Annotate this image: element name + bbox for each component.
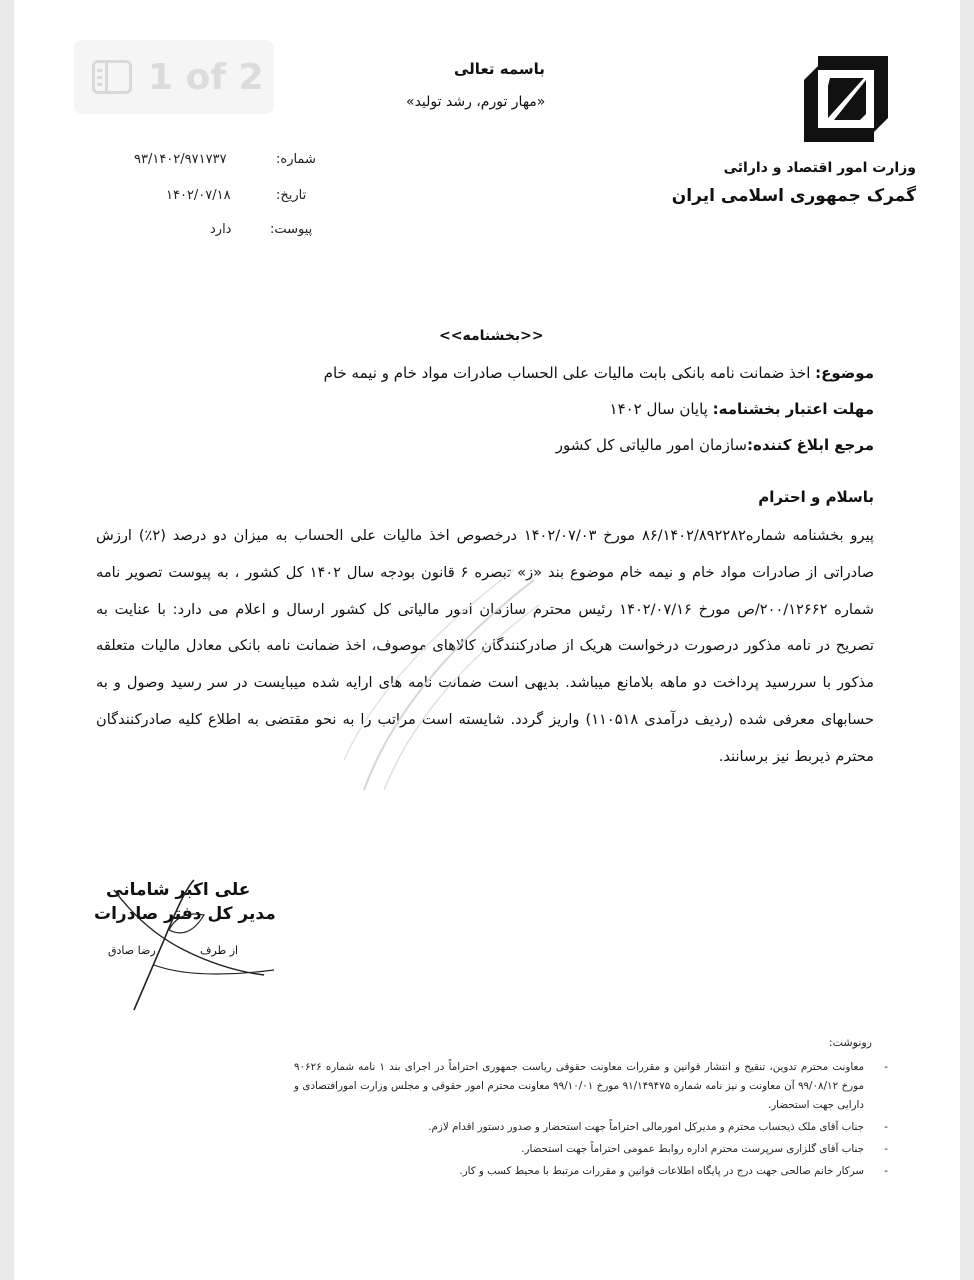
cc-bullet: - [884,1061,888,1073]
greeting: باسلام و احترام [758,488,874,506]
cc-item [294,1118,888,1137]
date-value: ۱۴۰۲/۰۷/۱۸ [166,188,231,203]
signer-name: رضا صادق [108,944,156,957]
cc-item-text: جناب آقای گلزاری سرپرست محترم اداره روابط عمومی احتراماً جهت استحضار. [521,1143,864,1155]
attachment-label: پیوست: [270,222,313,237]
attachment-value: دارد [210,222,232,237]
validity-line [610,400,874,418]
validity-value: پایان سال ۱۴۰۲ [609,400,713,418]
date-label: تاریخ: [276,188,307,203]
ministry-name: وزارت امور اقتصاد و دارائی [723,160,916,176]
subject-line [324,364,874,382]
letter-page [14,0,960,1280]
authority-value: سازمان امور مالیاتی کل کشور [555,436,747,454]
cc-bullet: - [884,1143,888,1155]
number-value: ۹۳/۱۴۰۲/۹۷۱۷۳۷ [134,152,227,167]
year-slogan: «مهار تورم، رشد تولید» [406,94,546,110]
authority-line [556,436,874,454]
handwritten-signature [74,870,284,1020]
cc-item-text: جناب آقای ملک ذیحساب محترم و مدیرکل امورمالی احتراماً جهت استحضار و صدور دستور اقدام لازم. [428,1121,864,1133]
cc-item [294,1162,888,1181]
bismillah: باسمه تعالی [454,60,545,78]
customs-logo-icon [804,56,888,142]
on-behalf-label: از طرف [200,944,239,957]
subject-value: اخذ ضمانت نامه بانکی بابت مالیات علی الحساب صادرات مواد خام و نیمه خام [323,364,816,382]
number-label: شماره: [276,152,316,167]
sidebar-toggle-icon[interactable] [92,60,132,94]
cc-list [294,1058,888,1184]
faint-stamp-watermark [344,560,544,800]
page-indicator[interactable] [74,40,274,114]
page-indicator-text: 1 of 2 [148,56,264,98]
authority-label: مرجع ابلاغ کننده: [746,436,874,454]
subject-label: موضوع: [815,364,874,382]
cc-bullet: - [884,1121,888,1133]
cc-heading: رونوشت: [828,1036,872,1049]
validity-label: مهلت اعتبار بخشنامه: [712,400,874,418]
cc-item [294,1058,888,1115]
letter-body: پیرو بخشنامه شماره۸۶/۱۴۰۲/۸۹۲۲۸۲ مورخ ۱۴۰۲/۰۷/۰۳ درخصوص اخذ مالیات علی الحساب به میزان دو درصد (۲٪) ارزش صادراتی از صادرات مواد خام و نیمه خام موضوع بند «ز» تبصره ۶ قانون بودجه سال ۱۴۰۲ کل کشور ، به پیوست تصویر نامه شماره ۲۰۰/۱۲۶۶۲/ص مورخ ۱۴۰۲/۰۷/۱۶ رئیس محترم سازمان امور مالیاتی کل کشور ارسال و اعلام می دارد: با عنایت به تصریح در نامه مذکور درصورت درخواست هریک از صادرکنندگان کالاهای موصوف، اخذ ضمانت نامه بانکی معادل مالیات متعلقه مذکور با سررسید پرداخت دو ماهه بلامانع میباشد. بدیهی است ضمانت نامه های ارایه شده میبایست در سر رسید وصول و به حسابهای معرفی شده (ردیف درآمدی ۱۱۰۵۱۸) واریز گردد. شایسته است مراتب را به نحو مقتضی به اطلاع کلیه صادرکنندگان محترم ذیربط نیز برسانند. [96,527,874,765]
cc-item-text: سرکار خانم صالحی جهت درج در پایگاه اطلاعات قوانین و مقررات مرتبط با محیط کسب و کار. [459,1165,864,1177]
circular-title: <<بخشنامه>> [439,328,544,344]
signatory-name: علی اکبر شامانی [106,880,251,900]
customs-name: گمرک جمهوری اسلامی ایران [671,186,916,206]
cc-item-text: معاونت محترم تدوین، تنقیح و انتشار قوانین و مقررات معاونت حقوقی ریاست جمهوری احتراماً در اجرای بند ۱ نامه شماره ۹۰۶۲۶ مورخ ۹۹/۰۸/۱۲ آن معاونت و نیز نامه شماره ۹۱/۱۴۹۴۷۵ مورخ ۹۹/۱۰/۰۱ معاونت محترم امور حقوقی و مجلس وزارت امورافتصادی و دارایی جهت استحضار. [294,1061,864,1111]
signatory-title: مدیر کل دفتر صادرات [94,904,276,924]
cc-item [294,1140,888,1159]
cc-bullet: - [884,1165,888,1177]
